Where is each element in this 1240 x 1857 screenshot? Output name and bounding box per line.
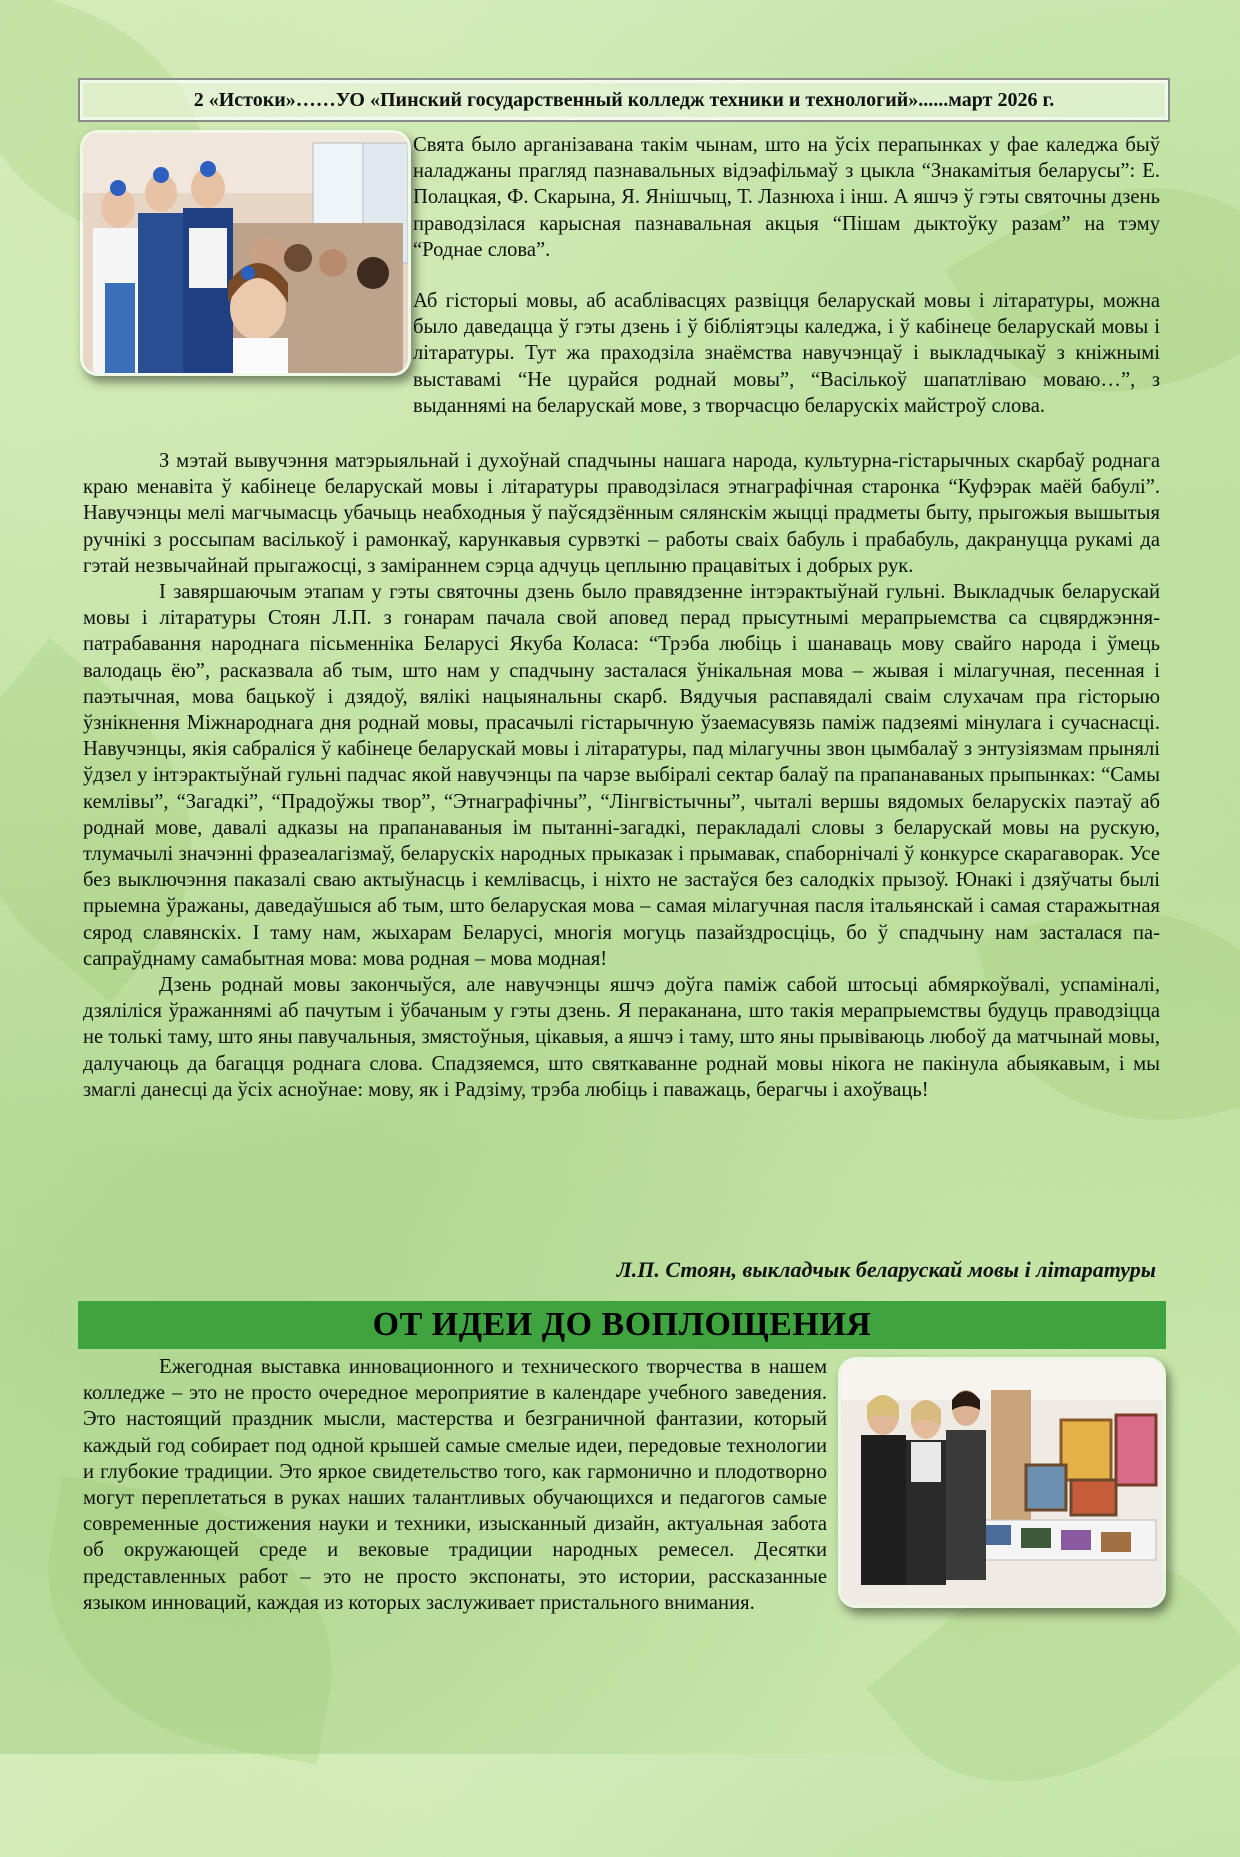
article2-title-banner (78, 1301, 1166, 1349)
article1-intro-text (413, 132, 1160, 263)
article1-paragraph: Свята было арганізавана такім чынам, што на ўсіх перапынках у фае каледжа быў наладжаны прагляд пазнавальных відэафільмаў з цыкла “Знакамітыя беларусы”: Е. Полацкая, Ф. Скарына, Я. Янішчыц, Т. Лазнюха і інш. А яшчэ ў гэты святочны дзень праводзілася карысная пазнавальная акцыя “Пішам дыктоўку разам” на тэму “Роднае слова”. (413, 134, 1160, 261)
article1-paragraph (83, 288, 1160, 419)
article2-paragraph: Ежегодная выставка инновационного и технического творчества в нашем колледже – это не просто очередное мероприятие в календаре учебного заведения. Это настоящий праздник мысли, мастерства и безграничной фантазии, который каждый год собирает под одной крышей самые смелые идеи, передовые технологии и глубокие традиции. Это яркое свидетельство того, как гармонично и плодотворно могут переплетаться в руках наших талантливых обучающихся и педагогов самые современные достижения науки и техники, изысканный дизайн, актуальная забота об окружающей среде и вековые традиции народных ремесел. Десятки представленных работ – это не просто экспонаты, это истории, рассказанные языком инноваций, каждая из которых заслуживает пристального внимания. (83, 1356, 827, 1614)
article1-body-text (83, 448, 1160, 1103)
article1-signature: Л.П. Стоян, выкладчык беларускай мовы і літаратуры (616, 1257, 1156, 1282)
article1-paragraph: Дзень роднай мовы закончыўся, але навучэнцы яшчэ доўга паміж сабой штосьці абмяркоўвалі, успаміналі, дзяліліся ўражаннямі аб пачутым і ўбачаным у гэты дзень. Я перакананa, што такія мерапрыемствы будуць праводзіцца не толькі таму, што яны павучальныя, змястоўныя, цікавыя, а яшчэ і таму, што яны прывіваюць любоў да матчынай мовы, далучаюць да багацця роднага слова. Спадзяемся, што святкаванне роднай мовы нікога не пакінула абыякавым, і мы змаглі данесці да ўсіх асноўнае: мову, як і Радзіму, трэба любіць і паважаць, берагчы і ахоўваць! (83, 974, 1160, 1101)
article1-paragraph-text: Аб гісторыі мовы, аб асаблівасцях развіцця беларускай мовы і літаратуры, можна было даведацца ў гэты дзень і ў бібліятэцы каледжа, і ў кабінеце беларускай мовы і літаратуры. Тут жа праходзіла знаёмства навучэнцаў і выкладчыкаў з кніжнымі выставамі “Не цурайся роднай мовы”, “Васількоў шапатліваю моваю…”, з выданнямі на беларускай мове, з творчасцю беларускіх майстроў слова. (413, 290, 1160, 417)
article1-paragraph: І завяршаючым этапам у гэты святочны дзень было правядзенне інтэрактыўнай гульні. Выкладчык беларускай мовы і літаратуры Стоян Л.П. з гонарам пачала свой аповед перад прысутнымі мерапрыемства са сцвярджэння-патрабавання народнага пісьменніка Беларусі Якуба Коласа: “Трэба любіць і шанаваць мову свайго народа і ўмець валодаць ёю”, расказвала аб тым, што нам у спадчыну засталася ўнікальная мова – жывая і мілагучная, песенная і паэтычная, мова бацькоў і дзядоў, вялікі нацыянальны скарб. Вядучыя распавядалі сваім слухачам пра гісторыю ўзнікнення Міжнароднага дня роднай мовы, прасачылі гістарычную ўзаемасувязь паміж падзеямі мінулага і сучаснасці. Навучэнцы, якія сабраліся ў кабінеце беларускай мовы і літаратуры, пад мілагучны звон цымбалаў з энтузіязмам прынялі ўдзел у інтэрактыўнай гульні падчас якой навучэнцы па чарзе выбіралі сектар балаў па прапанаваных прыпынках: “Самы кемлівы”, “Загадкі”, “Прадоўжы твор”, “Этнаграфічны”, “Лінгвістычны”, чыталі вершы вядомых беларускіх паэтаў аб роднай мове, давалі адказы на прапанаваныя ім пытанні-загадкі, перакладалі словы з беларускай мовы на рускую, тлумачылі значэнні фразеалагізмаў, беларускіх народных прыказак і прымавак, спаборнічалі ў конкурсе скарагаворак. Усе без выключэння паказалі сваю актыўнасць і кемлівасць, і ніхто не застаўся без салодкіх прызоў. Юнакі і дзяўчаты былі прыемна ўражаны, даведаўшыся аб тым, што беларуская мова – самая мілагучная пасля італьянскай і самая старажытная сярод славянскіх. І таму нам, жыхарам Беларусі, многія могуць пазайздросціць, бо ў спадчыну нам засталася па-сапраўднаму самабытная мова: мова родная – мова модная! (83, 581, 1160, 970)
photo2-float-spacer (827, 1354, 1160, 1614)
article2-title: ОТ ИДЕИ ДО ВОПЛОЩЕНИЯ (372, 1306, 872, 1343)
article2-body-text (83, 1354, 1160, 1616)
page-header-text: 2 «Истоки»……УО «Пинский государственный колледж техники и технологий»......март 2026 г. (193, 88, 1055, 111)
page-header (78, 78, 1170, 122)
article1-paragraph: З мэтай вывучэння матэрыяльнай і духоўнай спадчыны нашага народа, культурна-гістарычных скарбаў роднага краю менавіта ў кабінеце беларускай мовы і літаратуры праводзілася этнаграфічная старонка “Куфэрак маёй бабулі”. Навучэнцы мелі магчымасць убачыць неабходныя ў паўсядзённым сялянскім жыцці прадметы быту, прыгожыя вышытыя ручнікі з россыпам васількоў і рамонкаў, карункавыя сурвэткі – работы сваіх бабуль і прабабуль, дакрануцца рукамі да гэтай незвычайнай прыгажосці, з заміраннем сэрца адчуць цеплыню працавітых і добрых рук. (83, 450, 1160, 577)
article1-library-text (83, 288, 1160, 419)
